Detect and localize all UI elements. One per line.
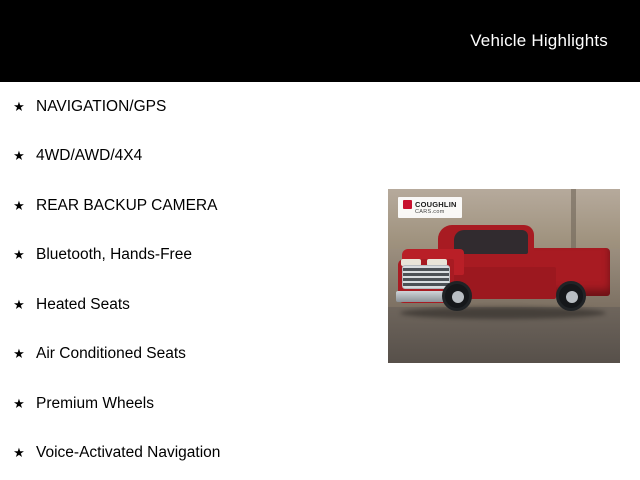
header-bar (0, 0, 640, 82)
highlight-label: 4WD/AWD/4X4 (36, 147, 143, 165)
dealer-logo-icon (403, 200, 412, 209)
highlight-label: REAR BACKUP CAMERA (36, 196, 218, 214)
truck-windows (454, 230, 528, 254)
highlight-label: Heated Seats (36, 295, 130, 313)
vehicle-photo (388, 189, 620, 363)
star-icon: ★ (13, 98, 25, 114)
highlight-label: Premium Wheels (36, 394, 154, 412)
highlight-label: NAVIGATION/GPS (36, 97, 167, 115)
truck-grille (402, 265, 450, 289)
page-title: Vehicle Highlights (470, 31, 608, 50)
vehicle-highlights-list (0, 82, 380, 478)
dealer-sub: CARS.com (415, 209, 445, 215)
star-icon: ★ (13, 395, 25, 411)
star-icon: ★ (13, 247, 25, 263)
list-item (0, 132, 380, 182)
list-item (0, 231, 380, 281)
star-icon: ★ (13, 346, 25, 362)
star-icon: ★ (13, 296, 25, 312)
truck-wheel-rear (556, 281, 586, 311)
highlight-label: Air Conditioned Seats (36, 345, 186, 363)
dealer-watermark-row (403, 200, 457, 209)
list-item (0, 82, 380, 132)
star-icon: ★ (13, 148, 25, 164)
list-item (0, 181, 380, 231)
list-item (0, 379, 380, 429)
highlight-label: Voice-Activated Navigation (36, 444, 221, 462)
list-item (0, 429, 380, 479)
list-item (0, 280, 380, 330)
star-icon: ★ (13, 445, 25, 461)
truck-wheel-front (442, 281, 472, 311)
list-item (0, 330, 380, 380)
highlight-label: Bluetooth, Hands-Free (36, 246, 192, 264)
star-icon: ★ (13, 197, 25, 213)
dealer-watermark (398, 197, 462, 218)
truck-illustration (396, 215, 614, 335)
dealer-name: COUGHLIN (415, 199, 457, 209)
